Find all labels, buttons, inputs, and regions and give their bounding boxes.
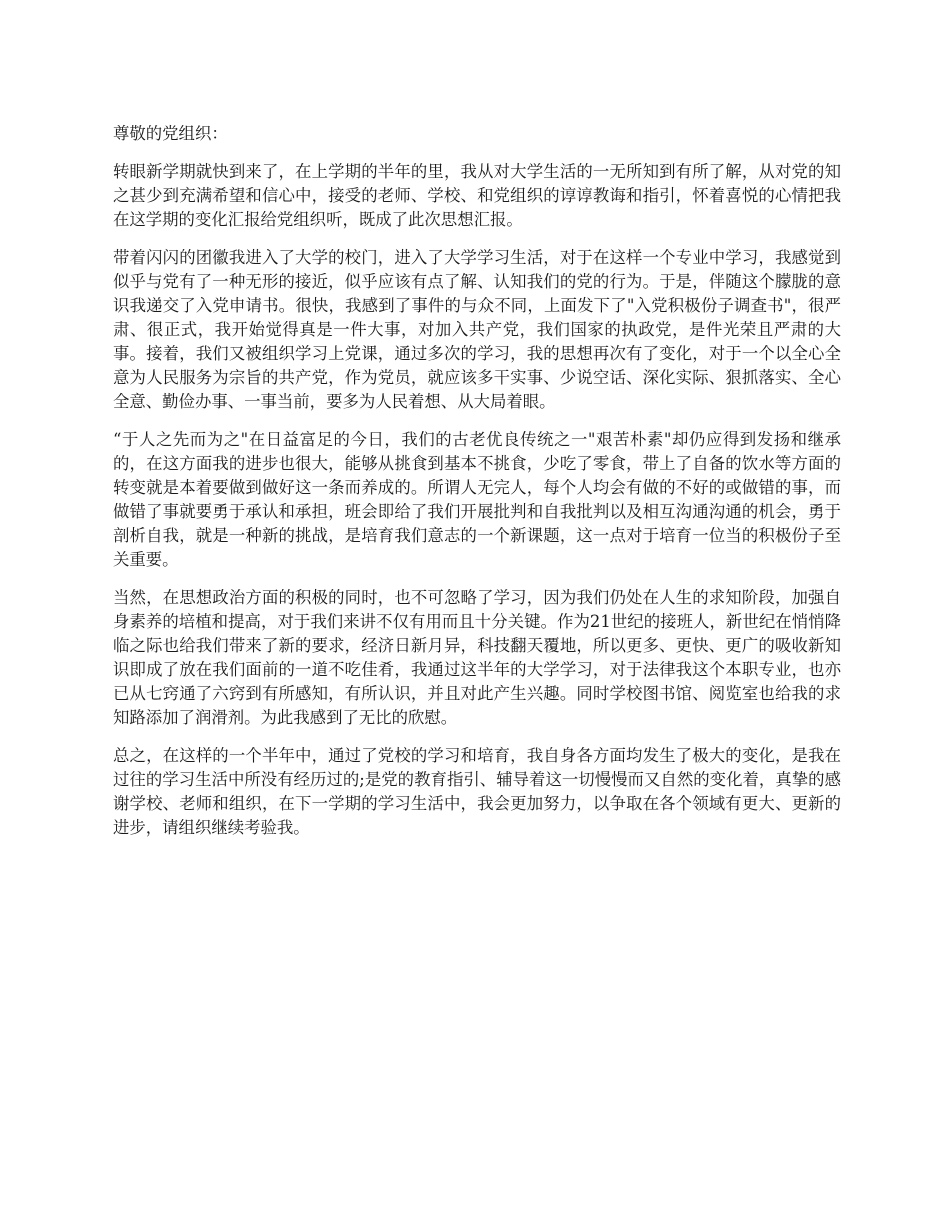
salutation: 尊敬的党组织： <box>113 124 228 143</box>
paragraph-1: 转眼新学期就快到来了，在上学期的半年的里，我从对大学生活的一无所知到有所了解，从对党的知之甚少到充满希望和信心中，接受的老师、学校、和党组织的谆谆教诲和指引，怀着喜悦的心情把我在这学期的变化汇报给党组织听，既成了此次思想汇报。 <box>113 162 841 229</box>
paragraph-4: 当然，在思想政治方面的积极的同时，也不可忽略了学习，因为我们仍处在人生的求知阶段，加强自身素养的培植和提高，对于我们来讲不仅有用而且十分关键。作为21世纪的接班人，新世纪在悄悄降临之际也给我们带来了新的要求，经济日新月异，科技翻天覆地，所以更多、更快、更广的吸收新知识即成了放在我们面前的一道不吃佳肴，我通过这半年的大学学习，对于法律我这个本职专业，也亦已从七窍通了六窍到有所感知，有所认识，并且对此产生兴趣。同时学校图书馆、阅览室也给我的求知路添加了润滑剂。为此我感到了无比的欣慰。 <box>113 588 841 727</box>
paragraph-2: 带着闪闪的团徽我进入了大学的校门，进入了大学学习生活，对于在这样一个专业中学习，我感觉到似乎与党有了一种无形的接近，似乎应该有点了解、认知我们的党的行为。于是，伴随这个朦胧的意识我递交了入党申请书。很快，我感到了事件的与众不同，上面发下了"入党积极份子调查书"，很严肃、很正式，我开始觉得真是一件大事，对加入共产党，我们国家的执政党，是件光荣且严肃的大事。接着，我们又被组织学习上党课，通过多次的学习，我的思想再次有了变化，对于一个以全心全意为人民服务为宗旨的共产党，作为党员，就应该多干实事、少说空话、深化实际、狠抓落实、全心全意、勤俭办事、一事当前，要多为人民着想、从大局着眼。 <box>113 248 841 411</box>
paragraph-3: “于人之先而为之"在日益富足的今日，我们的古老优良传统之一"艰苦朴素"却仍应得到发扬和继承的，在这方面我的进步也很大，能够从挑食到基本不挑食，少吃了零食，带上了自备的饮水等方面的转变就是本着要做到做好这一条而养成的。所谓人无完人，每个人均会有做的不好的或做错的事，而做错了事就要勇于承认和承担，班会即给了我们开展批判和自我批判以及相互沟通沟通的机会，勇于剖析自我，就是一种新的挑战，是培育我们意志的一个新课题，这一点对于培育一位当的积极份子至关重要。 <box>113 430 841 569</box>
paragraph-5: 总之，在这样的一个半年中，通过了党校的学习和培育，我自身各方面均发生了极大的变化，是我在过往的学习生活中所没有经历过的;是党的教育指引、辅导着这一切慢慢而又自然的变化着，真挚的感谢学校、老师和组织，在下一学期的学习生活中，我会更加努力，以争取在各个领域有更大、更新的进步，请组织继续考验我。 <box>113 746 841 837</box>
document-page <box>113 122 841 854</box>
